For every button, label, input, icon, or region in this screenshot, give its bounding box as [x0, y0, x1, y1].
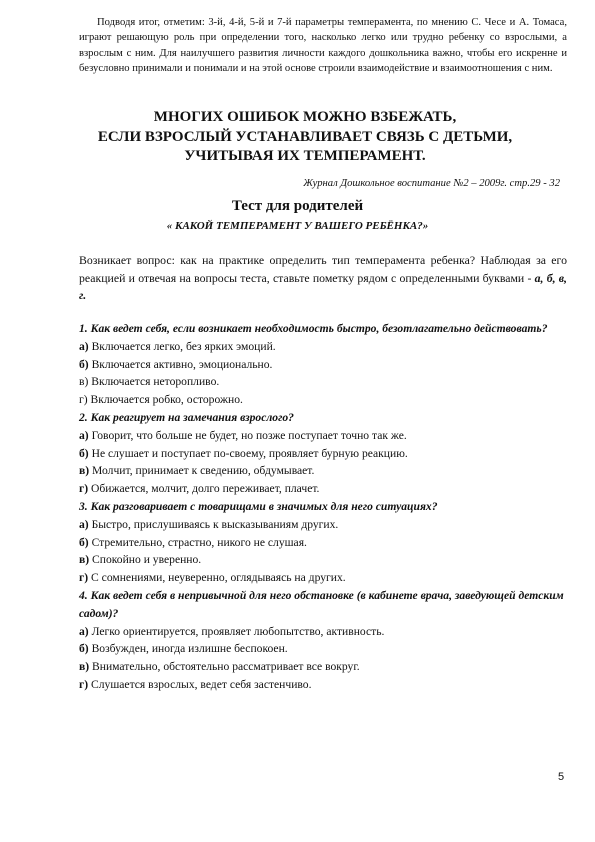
answer-option [79, 676, 567, 694]
answer-option [79, 373, 567, 391]
answer-label: г) [79, 482, 89, 496]
answer-option [79, 391, 567, 409]
answer-text: Включается легко, без ярких эмоций. [88, 339, 276, 353]
headline-line-1: МНОГИХ ОШИБОК МОЖНО ВЗБЕЖАТЬ, [153, 109, 457, 125]
answer-text: Говорит, что больше не будет, но позже поступает точно так же. [88, 428, 407, 442]
question-block [79, 409, 567, 498]
answer-option [79, 338, 567, 356]
answer-option [79, 356, 567, 374]
question-title: 2. Как реагирует на замечания взрослого? [79, 410, 294, 424]
question-block [79, 320, 567, 409]
answer-text: Легко ориентируется, проявляет любопытство, активность. [88, 624, 385, 638]
headline [70, 108, 540, 167]
page-number: 5 [558, 771, 565, 783]
answer-label: в) [79, 375, 89, 389]
test-instructions-text: Возникает вопрос: как на практике определить тип темперамента ребенка? Наблюдая за его реакцией и отвечая на вопросы теста, ставьте пометку рядом с определенными буквами - [79, 253, 567, 285]
answer-text: Внимательно, обстоятельно рассматривает все вокруг. [89, 660, 360, 674]
answer-option [79, 516, 567, 534]
answer-option [79, 640, 567, 658]
test-instructions [79, 252, 567, 305]
answer-option [79, 462, 567, 480]
answer-text: Не слушает и поступает по-своему, проявляет бурную реакцию. [88, 446, 408, 460]
answer-text: Возбужден, иногда излишне беспокоен. [88, 642, 288, 656]
answer-text: Стремительно, страстно, никого не слушая. [88, 535, 307, 549]
answer-option [79, 658, 567, 676]
answer-option [79, 569, 567, 587]
answer-text: Слушается взрослых, ведет себя застенчиво. [88, 677, 312, 691]
answer-option [79, 427, 567, 445]
answer-option [79, 480, 567, 498]
answer-text: Обижается, молчит, долго переживает, плачет. [88, 482, 320, 496]
answer-label: г) [79, 393, 88, 407]
question-title: 3. Как разговаривает с товарищами в значимых для него ситуациях? [79, 499, 438, 513]
test-subtitle: « КАКОЙ ТЕМПЕРАМЕНТ У ВАШЕГО РЕБЁНКА?» [166, 220, 429, 232]
answer-label: в) [79, 660, 90, 674]
answer-text: Быстро, прислушиваясь к высказываниям других. [88, 517, 339, 531]
answer-label: б) [79, 642, 89, 656]
source-citation: Журнал Дошкольное воспитание №2 – 2009г. стр.29 - 32 [303, 178, 560, 189]
answer-text: Включается неторопливо. [88, 375, 220, 389]
answer-label: в) [79, 464, 90, 478]
question-block [79, 498, 567, 587]
answer-label: г) [79, 677, 89, 691]
answer-option [79, 623, 567, 641]
headline-line-2: ЕСЛИ ВЗРОСЛЫЙ УСТАНАВЛИВАЕТ СВЯЗЬ С ДЕТЬМИ, [97, 128, 513, 145]
answer-text: Спокойно и уверенно. [89, 553, 202, 567]
answer-label: а) [79, 339, 89, 353]
answer-option [79, 445, 567, 463]
intro-text: Подводя итог, отметим: 3-й, 4-й, 5-й и 7-й параметры темперамента, по мнению С. Чесе и А. Томаса, играют решающую роль при определении того, насколько легко или трудно ребенку со взрослыми, а взрослым с ним. Для наилучшего развития личности каждого дошкольника важно, чтобы его искренне и безусловно принимали и понимали и на этой основе строили взаимодействие и взаимоотношения с ним. [79, 17, 567, 75]
test-title: Тест для родителей [231, 198, 364, 214]
answer-option [79, 551, 567, 569]
answer-label: а) [79, 517, 89, 531]
answer-label: б) [79, 357, 89, 371]
answer-label: б) [79, 446, 89, 460]
answer-option [79, 534, 567, 552]
answer-label: в) [79, 553, 90, 567]
answer-label: г) [79, 571, 89, 585]
answer-letters: а, б, в, г. [79, 270, 567, 302]
answer-text: С сомнениями, неуверенно, оглядываясь на других. [88, 571, 346, 585]
answer-text: Включается робко, осторожно. [87, 393, 243, 407]
intro-paragraph [79, 15, 567, 77]
answer-label: а) [79, 624, 89, 638]
question-title: 1. Как ведет себя, если возникает необходимость быстро, безотлагательно действовать? [79, 322, 548, 335]
question-title: 4. Как ведет себя в непривычной для него обстановке (в кабинете врача, заведующей детским садом)? [79, 588, 564, 620]
question-block [79, 587, 567, 694]
answer-label: б) [79, 535, 89, 549]
answer-text: Молчит, принимает к сведению, обдумывает. [89, 464, 315, 478]
headline-line-3: УЧИТЫВАЯ ИХ ТЕМПЕРАМЕНТ. [184, 148, 426, 164]
answer-label: а) [79, 428, 89, 442]
questions-list [79, 320, 567, 694]
answer-text: Включается активно, эмоционально. [88, 357, 273, 371]
